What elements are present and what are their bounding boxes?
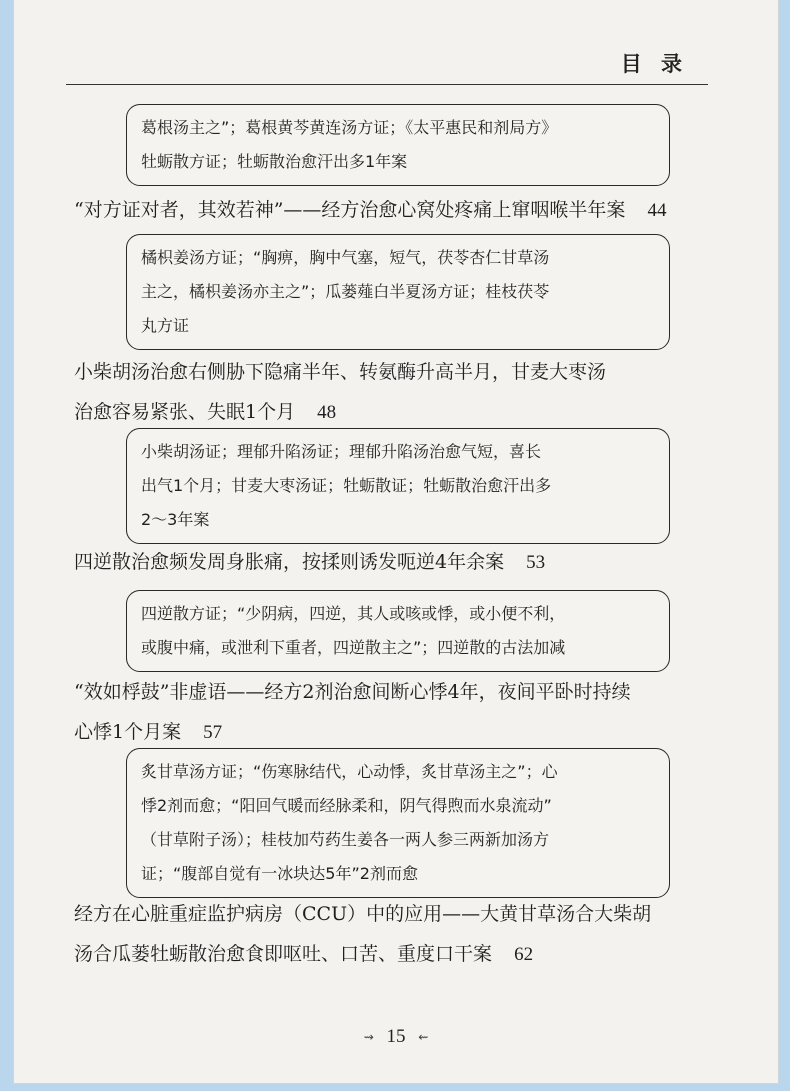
toc-page-number: 44: [647, 200, 667, 221]
toc-entry-title: 心悸1个月案: [74, 721, 182, 743]
toc-entry[interactable]: [74, 894, 714, 975]
note-line: 证；“腹部自觉有一冰块达5年”2剂而愈: [141, 864, 418, 883]
note-line: 橘枳姜汤方证；“胸痹，胸中气塞，短气，茯苓杏仁甘草汤: [141, 248, 550, 267]
note-line: 牡蛎散方证；牡蛎散治愈汗出多1年案: [141, 152, 408, 171]
note-line: 出气1个月；甘麦大枣汤证；牡蛎散证；牡蛎散治愈汗出多: [141, 476, 552, 495]
toc-entry[interactable]: [74, 352, 714, 433]
toc-note-box: [126, 428, 670, 544]
toc-page-number: 48: [317, 402, 337, 423]
toc-entry-title: 小柴胡汤治愈右侧胁下隐痛半年、转氨酶升高半月，甘麦大枣汤: [74, 361, 607, 383]
toc-entry[interactable]: [74, 190, 714, 231]
header-rule: [66, 84, 708, 85]
ornament-left-icon: ⇝: [363, 1030, 374, 1045]
note-line: 或腹中痛，或泄利下重者，四逆散主之”；四逆散的古法加减: [141, 638, 566, 657]
toc-entry[interactable]: [74, 672, 714, 753]
toc-page-number: 62: [514, 944, 534, 965]
toc-note-box: [126, 748, 670, 898]
note-line: 丸方证: [141, 316, 190, 335]
note-line: 主之，橘枳姜汤亦主之”；瓜蒌薤白半夏汤方证；桂枝茯苓: [141, 282, 550, 301]
toc-note-box: [126, 234, 670, 350]
toc-note-box: [126, 590, 670, 672]
book-page: [14, 0, 778, 1083]
note-line: 炙甘草汤方证；“伤寒脉结代，心动悸，炙甘草汤主之”；心: [141, 762, 558, 781]
note-line: （甘草附子汤）；桂枝加芍药生姜各一两人参三两新加汤方: [141, 830, 550, 849]
note-line: 四逆散方证；“少阴病，四逆，其人或咳或悸，或小便不利，: [141, 604, 566, 623]
toc-page-number: 53: [526, 552, 546, 573]
toc-entry[interactable]: [74, 542, 714, 583]
page-header-title: 目 录: [620, 52, 688, 76]
note-line: 小柴胡汤证；理郁升陷汤证；理郁升陷汤治愈气短，喜长: [141, 442, 542, 461]
page-number: 15: [386, 1026, 406, 1047]
toc-entry-title: 经方在心脏重症监护病房（CCU）中的应用——大黄甘草汤合大柴胡: [74, 903, 652, 925]
toc-entry-title: “对方证对者，其效若神”——经方治愈心窝处疼痛上窜咽喉半年案: [74, 199, 626, 221]
toc-entry-title: 四逆散治愈频发周身胀痛，按揉则诱发呃逆4年余案: [74, 551, 505, 573]
toc-page-number: 57: [203, 722, 223, 743]
ornament-right-icon: ⇜: [418, 1030, 429, 1045]
page-footer: [14, 1026, 778, 1048]
toc-entry-title: 治愈容易紧张、失眠1个月: [74, 401, 296, 423]
note-line: 葛根汤主之”；葛根黄芩黄连汤方证；《太平惠民和剂局方》: [141, 118, 558, 137]
toc-entry-title: “效如桴鼓”非虚语——经方2剂治愈间断心悸4年，夜间平卧时持续: [74, 681, 631, 703]
note-line: 2～3年案: [141, 510, 210, 529]
toc-note-box: [126, 104, 670, 186]
note-line: 悸2剂而愈；“阳回气暖而经脉柔和，阴气得煦而水泉流动”: [141, 796, 552, 815]
toc-entry-title: 汤合瓜蒌牡蛎散治愈食即呕吐、口苦、重度口干案: [74, 943, 493, 965]
